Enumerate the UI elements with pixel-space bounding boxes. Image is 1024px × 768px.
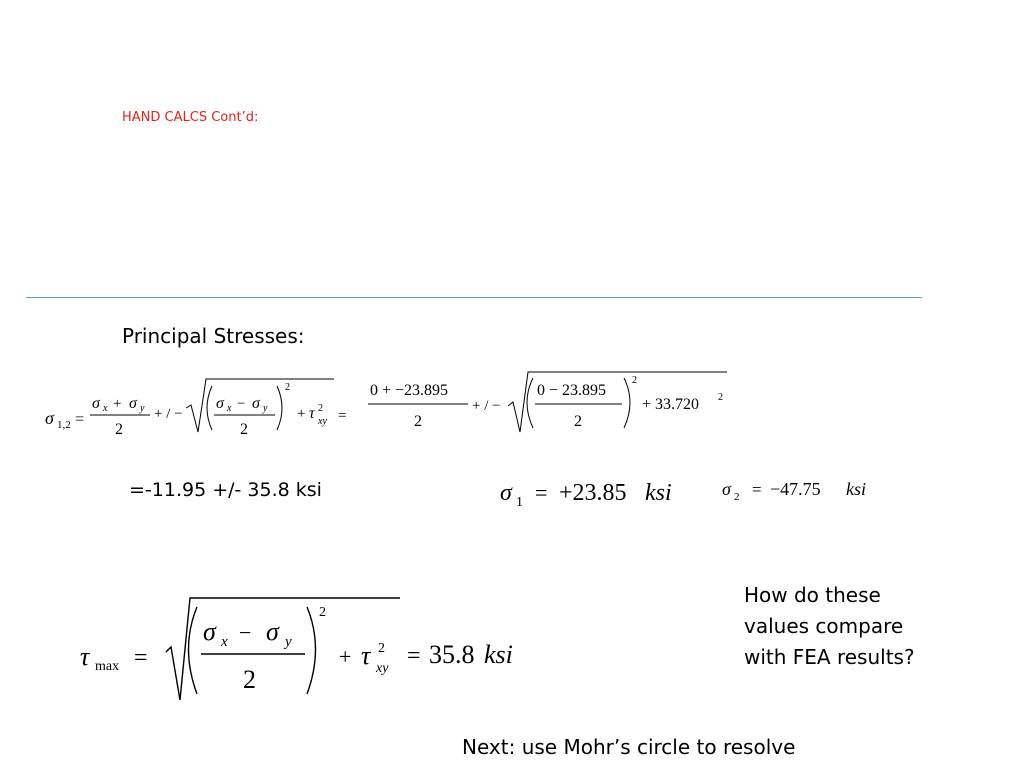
numeric-paren-exponent: 2 xyxy=(632,375,637,386)
slide-header-label: HAND CALCS Cont’d: xyxy=(122,110,259,125)
tau-max-formula xyxy=(80,598,513,700)
numerator-sub-x: x xyxy=(103,403,108,414)
sigma2-subscript: 2 xyxy=(734,491,740,503)
tau-max-result-equals: = xyxy=(407,643,421,669)
fea-comparison-question: How do these values compare with FEA results? xyxy=(744,583,915,669)
inner-sub-x: x xyxy=(227,403,232,414)
tau-max-tau-xy: τ xyxy=(361,641,371,670)
numeric-numerator-1: 0 + −23.895 xyxy=(370,382,449,399)
denominator-1: 2 xyxy=(115,421,123,438)
sigma1-subscript: 1 xyxy=(516,495,523,510)
tau-max-denominator: 2 xyxy=(243,665,256,694)
principal-stress-numeric xyxy=(368,372,727,432)
tau-max-minus: − xyxy=(239,620,252,645)
tau-max-right-paren xyxy=(307,607,316,694)
tau-max-sub-x: x xyxy=(221,634,228,650)
tau-max-paren-exponent: 2 xyxy=(319,605,326,620)
next-step-note: Next: use Mohr’s circle to resolve xyxy=(462,735,796,759)
numeric-numerator-2: 0 − 23.895 xyxy=(537,382,607,399)
left-paren xyxy=(207,386,212,430)
inner-sub-y: y xyxy=(263,403,268,414)
formula-equals: = xyxy=(75,411,85,428)
tau-xy-symbol: τ xyxy=(309,405,315,422)
numeric-left-paren xyxy=(527,378,533,428)
inner-sigma-y: σ xyxy=(252,395,260,412)
tau-max-left-paren xyxy=(189,607,198,694)
sigma2-unit: ksi xyxy=(846,479,866,499)
sigma1-equals: = xyxy=(535,480,548,505)
tau-max-symbol: τ xyxy=(80,642,90,671)
numerator-sigma-y: σ xyxy=(129,395,137,412)
tau-max-unit: ksi xyxy=(484,640,513,669)
sigma2-value: −47.75 xyxy=(770,479,821,499)
numeric-denominator-1: 2 xyxy=(414,413,422,430)
tau-max-value: 35.8 xyxy=(429,640,475,669)
tau-max-tau-exponent: 2 xyxy=(378,641,385,656)
tau-max-sigma-x: σ xyxy=(203,617,216,646)
sigma1-value: +23.85 xyxy=(559,480,627,506)
paren-exponent: 2 xyxy=(285,382,290,393)
numerator-sub-y: y xyxy=(140,403,145,414)
principal-stresses-heading: Principal Stresses: xyxy=(122,324,305,348)
numerator-plus: + xyxy=(113,396,122,412)
sigma2-symbol: σ xyxy=(722,479,731,499)
denominator-2: 2 xyxy=(240,421,248,438)
inner-sigma-x: σ xyxy=(216,395,224,412)
tau-max-subscript: max xyxy=(95,659,120,674)
sigma1-unit: ksi xyxy=(645,480,672,506)
tau-max-tau-subscript: xy xyxy=(376,661,389,676)
numeric-tau-exponent: 2 xyxy=(718,392,723,403)
tau-max-plus: + xyxy=(339,644,352,669)
sigma2-equals: = xyxy=(752,480,762,499)
formula-trailing-equals: = xyxy=(338,408,347,424)
numeric-denominator-2: 2 xyxy=(574,413,582,430)
plus-minus-operator: + / − xyxy=(154,406,183,422)
sigma1-symbol: σ xyxy=(500,480,512,506)
numerator-sigma-x: σ xyxy=(92,395,100,412)
tau-max-sigma-y: σ xyxy=(266,617,279,646)
principal-stress-result-line: =-11.95 +/- 35.8 ksi xyxy=(129,479,322,501)
sigma12-subscript: 1,2 xyxy=(57,419,71,431)
tau-max-equals: = xyxy=(134,645,148,671)
principal-stress-formula xyxy=(45,379,346,438)
right-paren xyxy=(277,386,282,430)
sigma2-result xyxy=(722,479,866,503)
numeric-plus-minus: + / − xyxy=(472,398,501,414)
numeric-right-paren xyxy=(624,378,630,428)
numeric-tau-term: + 33.720 xyxy=(642,396,700,413)
tau-max-sub-y: y xyxy=(285,634,292,650)
tau-xy-subscript: xy xyxy=(318,416,327,427)
tau-plus: + xyxy=(297,406,306,422)
sigma1-result xyxy=(500,480,672,510)
inner-minus: − xyxy=(237,396,246,412)
sigma12-symbol: σ xyxy=(45,408,54,428)
tau-xy-exponent: 2 xyxy=(318,403,323,414)
